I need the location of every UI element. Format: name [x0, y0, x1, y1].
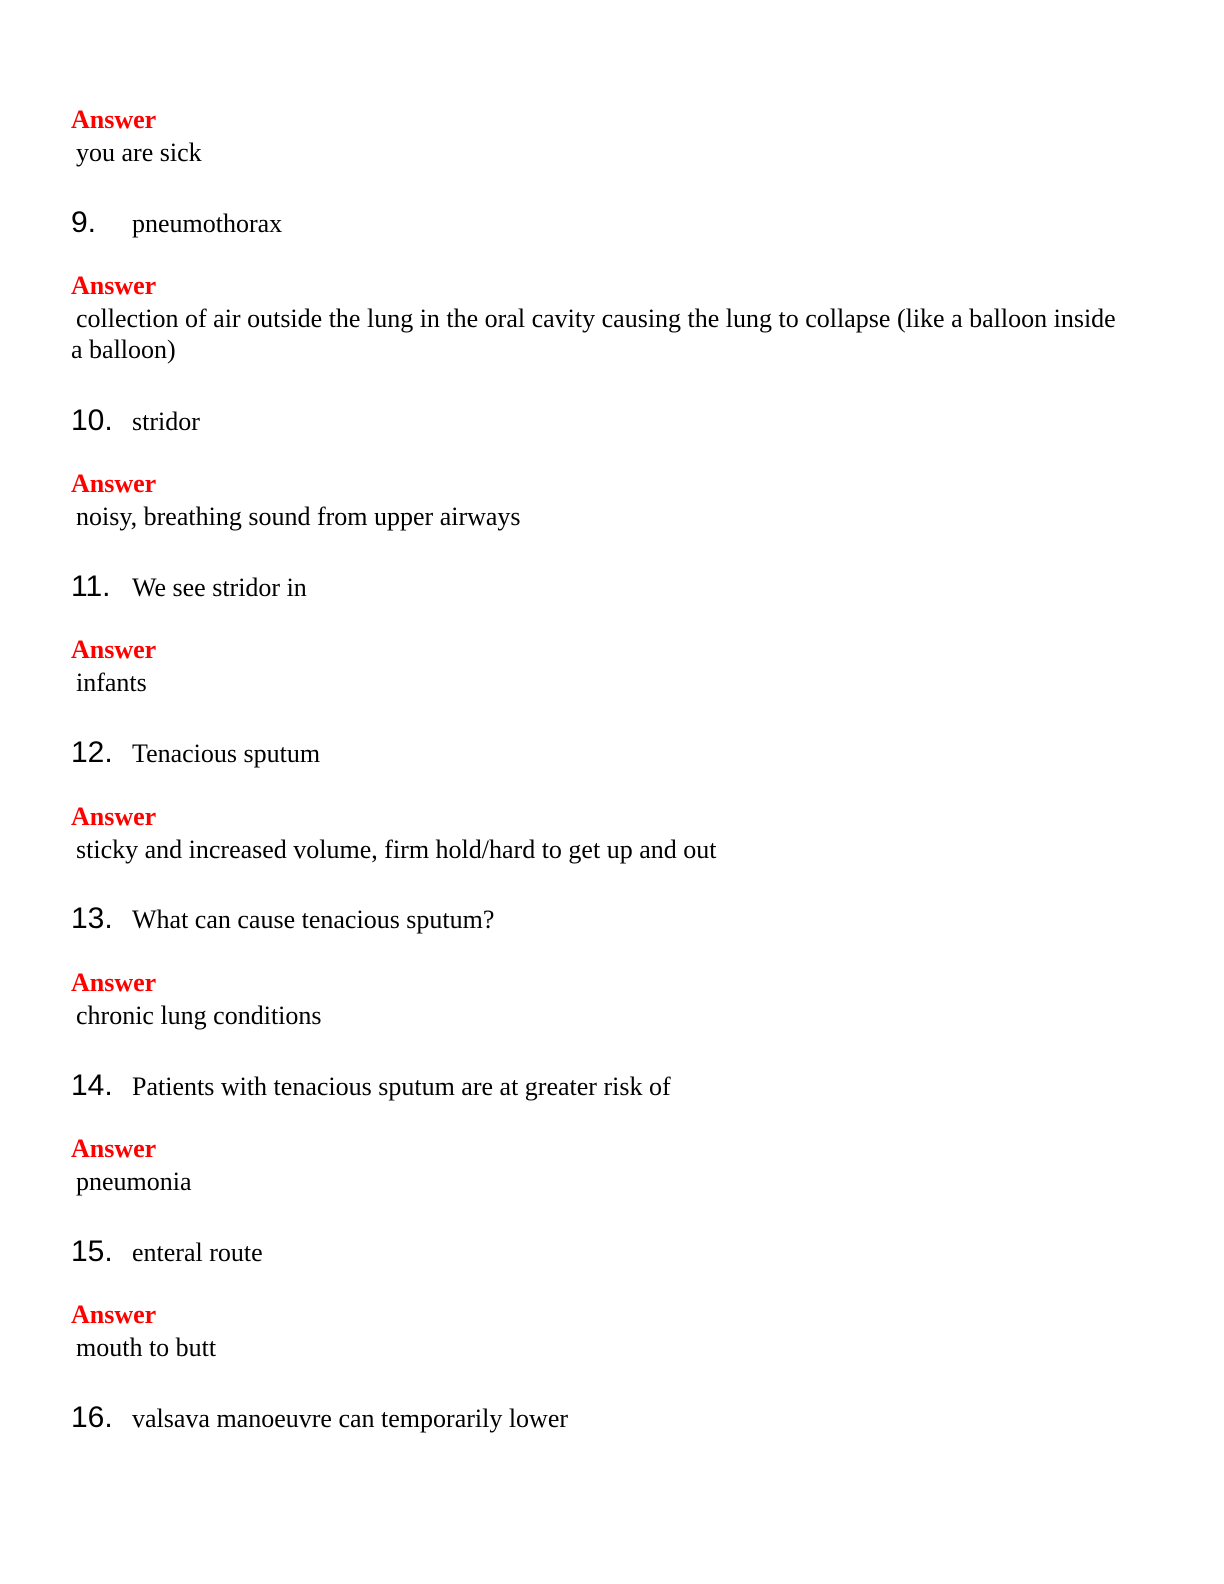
answer-label: Answer — [71, 105, 157, 134]
answer-text: chronic lung conditions — [76, 1001, 322, 1030]
question-number: 16. — [71, 1401, 113, 1434]
question-item — [71, 206, 1131, 240]
answer-block — [71, 802, 1131, 865]
question-text: enteral route — [132, 1238, 263, 1267]
question-text: We see stridor in — [132, 573, 307, 602]
answer-block — [71, 1300, 1131, 1363]
answer-label: Answer — [71, 635, 157, 664]
question-text: pneumothorax — [132, 209, 283, 238]
question-item — [71, 902, 1131, 936]
question-item — [71, 570, 1131, 604]
question-number: 9. — [71, 206, 97, 239]
question-number: 13. — [71, 902, 113, 935]
question-item — [71, 404, 1131, 438]
answer-text: pneumonia — [76, 1167, 192, 1196]
answer-text: noisy, breathing sound from upper airways — [76, 502, 521, 531]
answer-text: infants — [76, 668, 147, 697]
answer-label: Answer — [71, 469, 157, 498]
question-text: What can cause tenacious sputum? — [132, 905, 495, 934]
question-number: 15. — [71, 1235, 113, 1268]
question-text: Tenacious sputum — [132, 739, 321, 768]
answer-block — [71, 635, 1131, 698]
question-text: Patients with tenacious sputum are at greater risk of — [132, 1072, 671, 1101]
answer-label: Answer — [71, 968, 157, 997]
answer-block — [71, 271, 1131, 365]
answer-block — [71, 105, 1131, 168]
question-item — [71, 1069, 1131, 1103]
question-number: 11. — [71, 570, 111, 603]
answer-block — [71, 1134, 1131, 1197]
question-number: 12. — [71, 736, 113, 769]
question-item — [71, 1235, 1131, 1269]
question-number: 10. — [71, 404, 113, 437]
question-text: stridor — [132, 407, 200, 436]
answer-label: Answer — [71, 271, 157, 300]
answer-block — [71, 469, 1131, 532]
answer-label: Answer — [71, 1134, 157, 1163]
answer-text: sticky and increased volume, firm hold/hard to get up and out — [76, 835, 717, 864]
answer-text: you are sick — [76, 138, 202, 167]
answer-label: Answer — [71, 802, 157, 831]
answer-label: Answer — [71, 1300, 157, 1329]
question-item — [71, 1401, 1131, 1435]
answer-block — [71, 968, 1131, 1031]
answer-text: mouth to butt — [76, 1333, 217, 1362]
question-item — [71, 736, 1131, 770]
question-number: 14. — [71, 1069, 113, 1102]
answer-text: collection of air outside the lung in the oral cavity causing the lung to collapse (like a balloon inside a balloon) — [71, 304, 1116, 364]
question-text: valsava manoeuvre can temporarily lower — [132, 1404, 569, 1433]
